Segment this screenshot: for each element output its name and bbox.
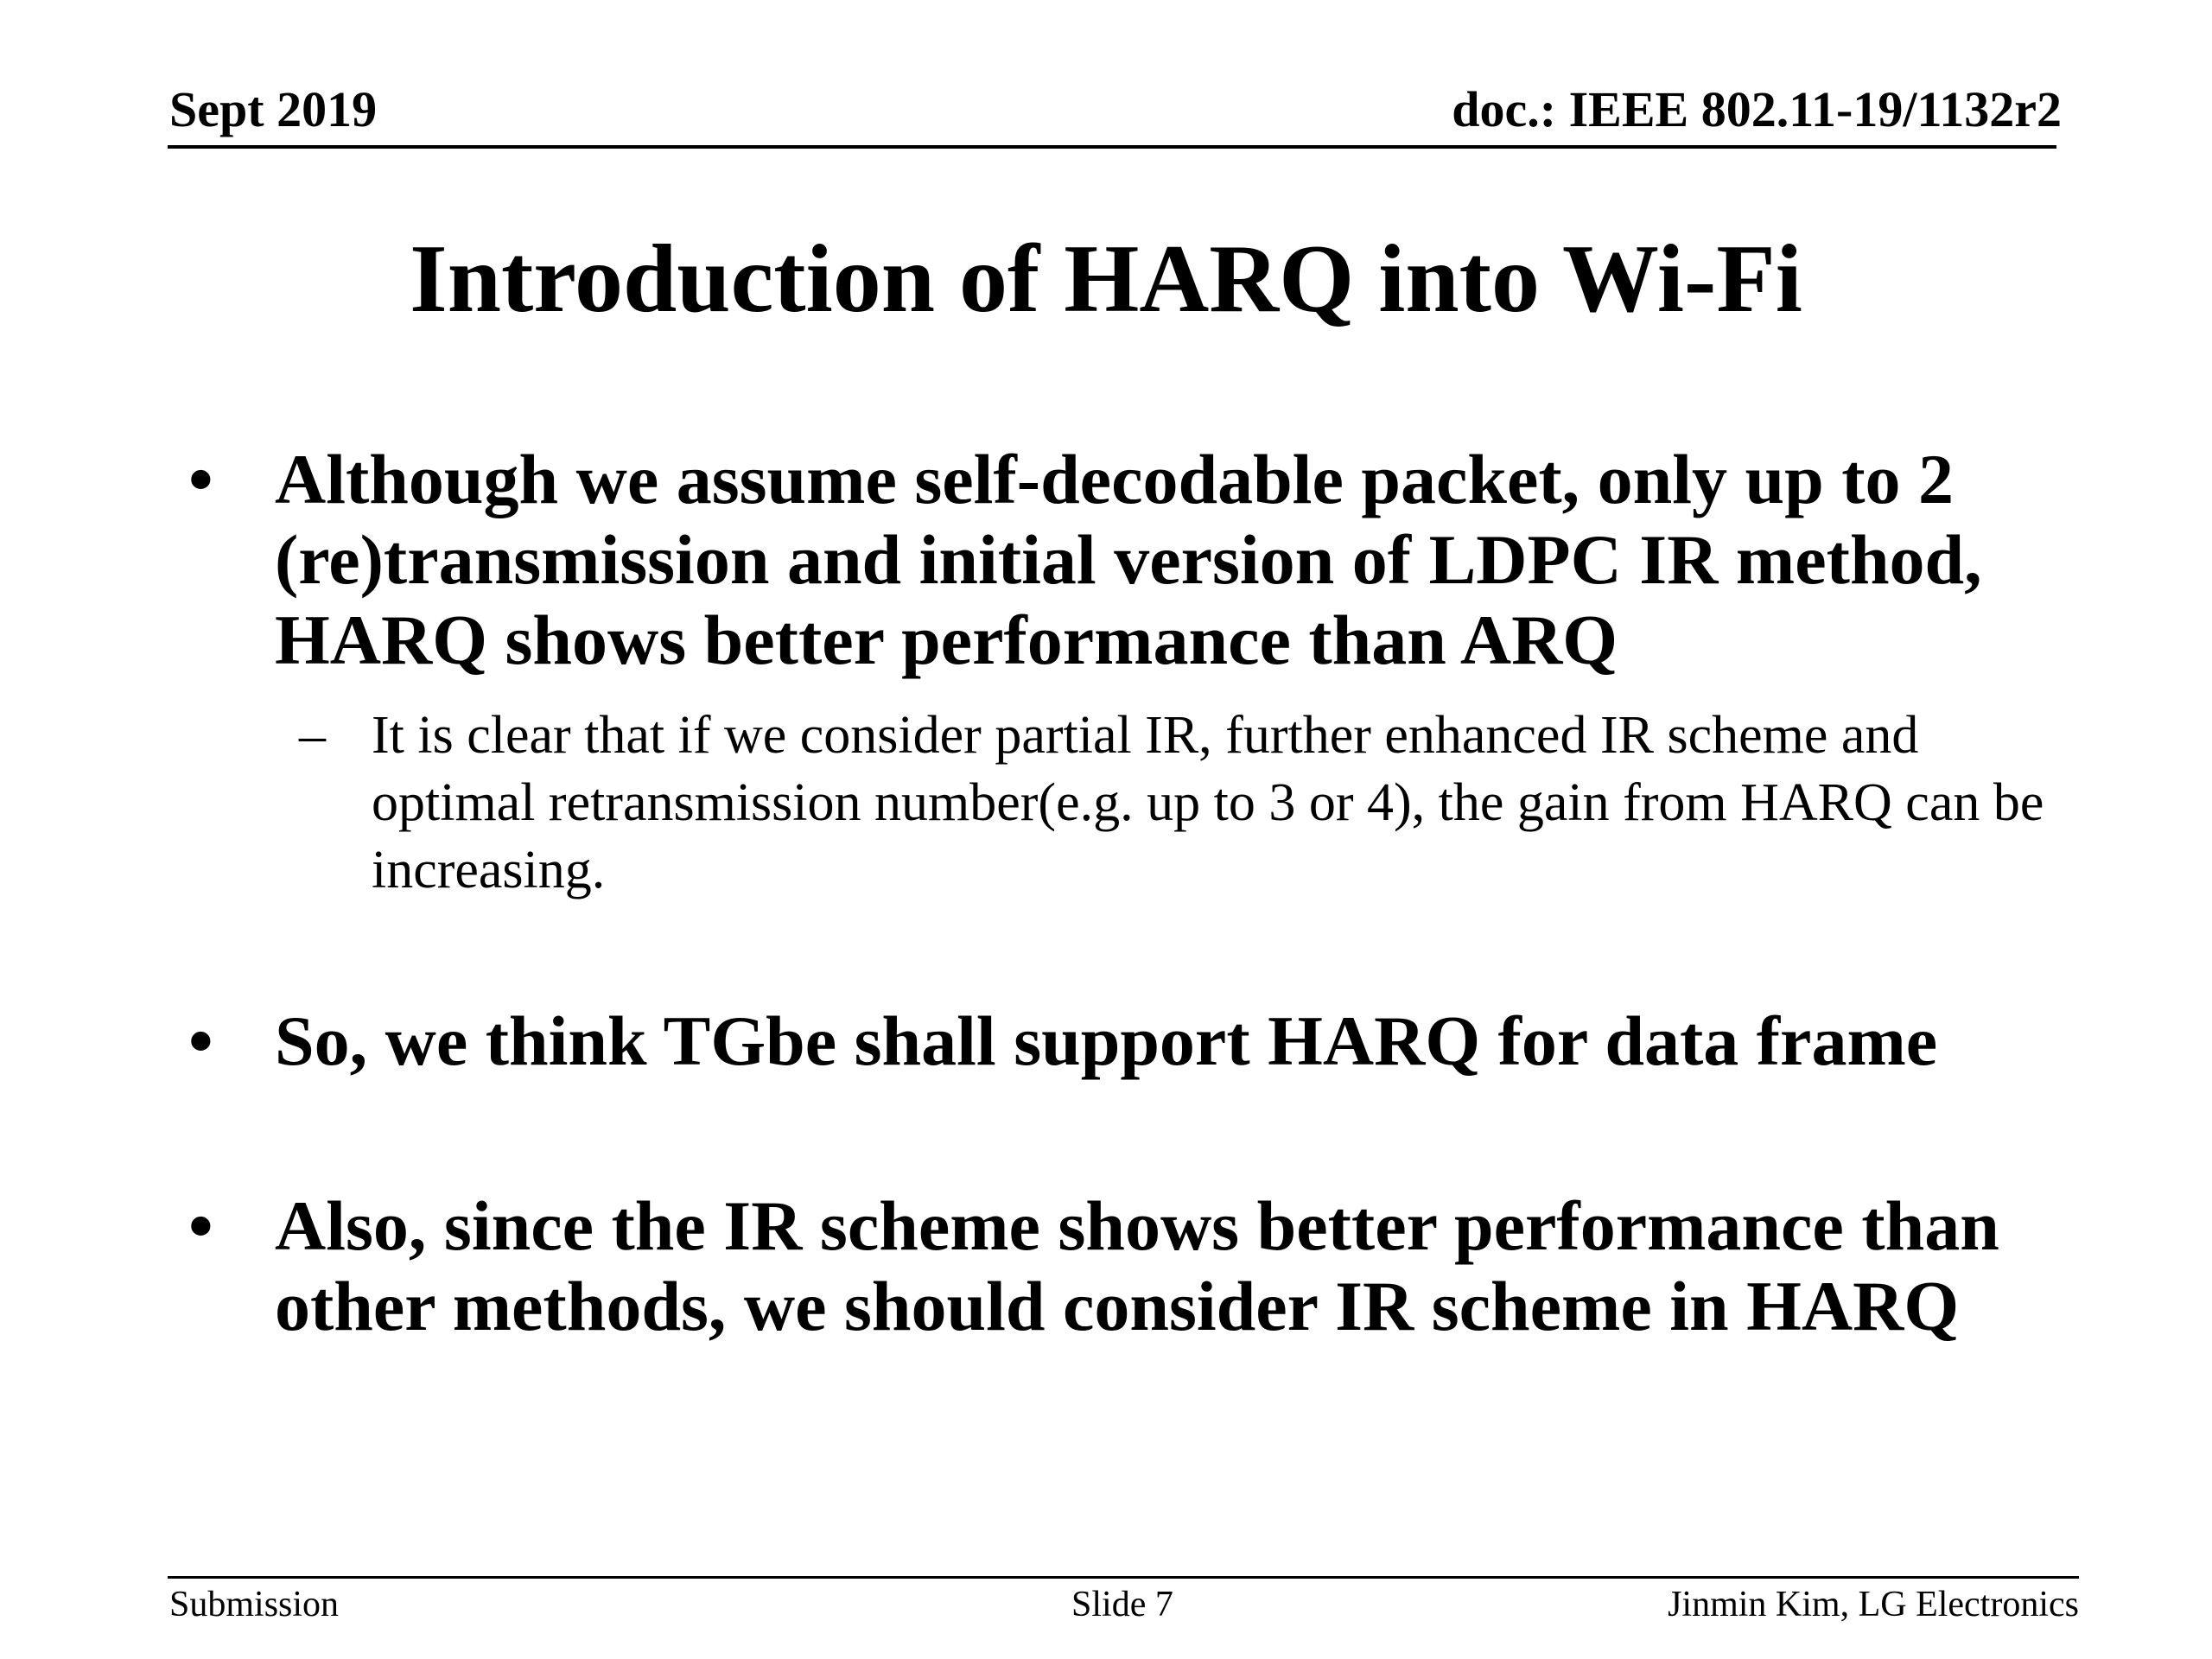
sub-bullet-text: It is clear that if we consider partial IR, further enhanced IR scheme and optimal retransmission number(e.g. up to 3 or 4), the gain from HARQ can be increasing. xyxy=(372,706,2044,899)
bullet-marker: • xyxy=(188,1186,213,1265)
header-divider xyxy=(168,145,2056,149)
bullet-text: Although we assume self-decodable packet, only up to 2 (re)transmission and initial version of LDPC IR method, HARQ shows better performance than ARQ xyxy=(275,440,1982,679)
footer-author: Jinmin Kim, LG Electronics xyxy=(1668,1585,2079,1624)
bullet-2 xyxy=(169,1001,2079,1081)
sub-bullet-1 xyxy=(299,702,2053,904)
bullet-text: Also, since the IR scheme shows better performance than other methods, we should consider IR scheme in HARQ xyxy=(275,1186,1999,1345)
bullet-3 xyxy=(169,1185,2079,1346)
sub-bullet-marker: – xyxy=(299,706,326,765)
footer-submission: Submission xyxy=(169,1585,340,1624)
bullet-marker: • xyxy=(188,440,213,518)
bullet-1 xyxy=(169,439,2079,680)
slide-title: Introduction of HARQ into Wi-Fi xyxy=(410,226,1802,333)
bullet-text: So, we think TGbe shall support HARQ for data frame xyxy=(275,1001,1938,1080)
footer-slide-number: Slide 7 xyxy=(1071,1585,1173,1624)
header-doc-id: doc.: IEEE 802.11-19/1132r2 xyxy=(1452,81,2062,137)
bullet-marker: • xyxy=(188,1001,213,1080)
footer-divider xyxy=(168,1576,2079,1579)
header-date: Sept 2019 xyxy=(169,81,378,137)
